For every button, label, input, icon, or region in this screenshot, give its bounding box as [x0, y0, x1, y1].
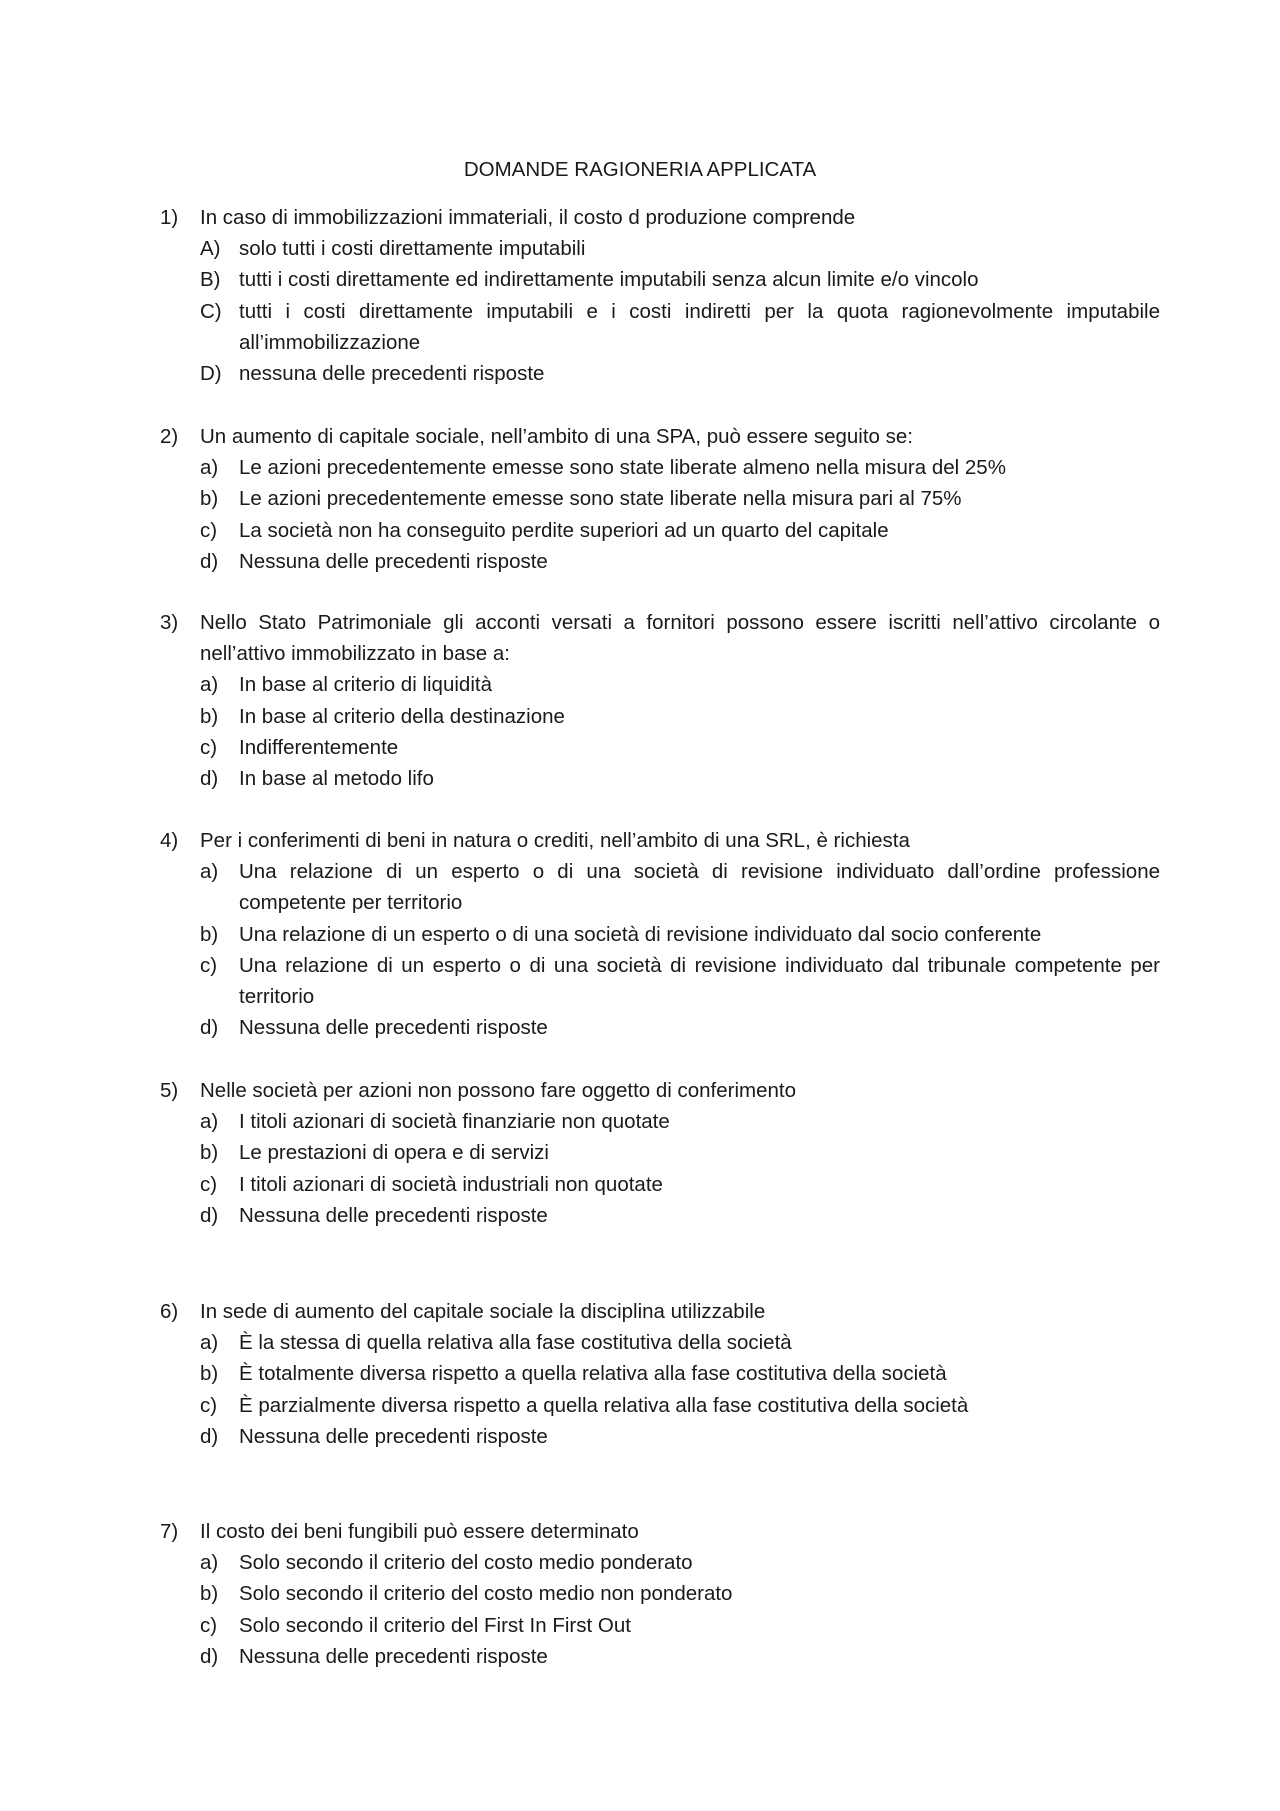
- option-letter: c): [200, 1172, 218, 1196]
- option-letter: a): [200, 1110, 219, 1134]
- question-2: [160, 421, 1160, 577]
- option-letter: B): [200, 268, 221, 292]
- option-letter: a): [200, 1551, 219, 1575]
- option-text: Solo secondo il criterio del First In First Out: [239, 1613, 631, 1637]
- question-number: 3): [160, 611, 179, 634]
- option-text: Indifferentemente: [239, 735, 399, 759]
- option-letter: b): [200, 1362, 219, 1386]
- question-text: In sede di aumento del capitale sociale la disciplina utilizzabile: [200, 1300, 766, 1323]
- option-text: Nessuna delle precedenti risposte: [239, 1644, 548, 1668]
- option-letter: d): [200, 1016, 219, 1040]
- option-text: In base al metodo lifo: [239, 767, 434, 791]
- question-4: [160, 825, 1160, 1043]
- option-letter: c): [200, 1613, 218, 1637]
- option-letter: b): [200, 922, 219, 946]
- page-title: DOMANDE RAGIONERIA APPLICATA: [463, 158, 817, 181]
- question-number: 4): [160, 829, 179, 852]
- option-text: Una relazione di un esperto o di una società di revisione individuato dal socio conferente: [239, 922, 1042, 946]
- option-text: È totalmente diversa rispetto a quella relativa alla fase costitutiva della società: [239, 1362, 947, 1386]
- option-letter: d): [200, 1644, 219, 1668]
- option-letter: a): [200, 673, 219, 697]
- option-text: È parzialmente diversa rispetto a quella relativa alla fase costitutiva della società: [239, 1393, 969, 1417]
- option-text: tutti i costi direttamente imputabili e i costi indiretti per la quota ragionevolmente imputabile all’immobilizzazione: [239, 299, 1160, 354]
- option-text: Solo secondo il criterio del costo medio ponderato: [239, 1551, 693, 1575]
- option-text: I titoli azionari di società industriali non quotate: [239, 1172, 663, 1196]
- option-letter: c): [200, 735, 218, 759]
- option-text: In base al criterio di liquidità: [239, 673, 492, 697]
- option-text: tutti i costi direttamente ed indirettamente imputabili senza alcun limite e/o vincolo: [239, 268, 979, 292]
- question-number: 6): [160, 1300, 179, 1323]
- option-letter: c): [200, 518, 218, 542]
- option-letter: b): [200, 487, 219, 511]
- option-letter: a): [200, 860, 219, 884]
- question-6: [160, 1296, 1160, 1452]
- option-text: La società non ha conseguito perdite superiori ad un quarto del capitale: [239, 518, 889, 542]
- question-text: Nelle società per azioni non possono fare oggetto di conferimento: [200, 1079, 797, 1102]
- question-text: Un aumento di capitale sociale, nell’ambito di una SPA, può essere seguito se:: [200, 425, 913, 448]
- option-text: Solo secondo il criterio del costo medio non ponderato: [239, 1582, 733, 1606]
- option-text: Una relazione di un esperto o di una società di revisione individuato dall’ordine professione competente per territorio: [239, 860, 1160, 915]
- option-text: Nessuna delle precedenti risposte: [239, 549, 548, 573]
- option-text: Una relazione di un esperto o di una società di revisione individuato dal tribunale competente per territorio: [239, 953, 1160, 1009]
- question-number: 1): [160, 206, 179, 229]
- question-text: Il costo dei beni fungibili può essere determinato: [200, 1520, 639, 1543]
- option-text: Nessuna delle precedenti risposte: [239, 1203, 548, 1227]
- option-text: Le prestazioni di opera e di servizi: [239, 1141, 549, 1165]
- option-letter: a): [200, 456, 219, 480]
- question-text: Nello Stato Patrimoniale gli acconti versati a fornitori possono essere iscritti nell’attivo circolante o nell’attivo immobilizzato in base a:: [200, 611, 1160, 666]
- option-text: I titoli azionari di società finanziarie non quotate: [239, 1110, 670, 1134]
- option-text: nessuna delle precedenti risposte: [239, 362, 545, 386]
- option-letter: c): [200, 953, 218, 977]
- question-7: [160, 1516, 1160, 1672]
- option-letter: b): [200, 1141, 219, 1165]
- option-letter: A): [200, 237, 221, 261]
- option-letter: a): [200, 1331, 219, 1355]
- question-number: 2): [160, 425, 179, 448]
- option-letter: D): [200, 362, 222, 386]
- option-letter: d): [200, 1203, 219, 1227]
- option-letter: C): [200, 299, 222, 323]
- option-letter: b): [200, 704, 219, 728]
- question-5: [160, 1075, 1160, 1231]
- option-letter: d): [200, 1424, 219, 1448]
- option-text: Le azioni precedentemente emesse sono state liberate almeno nella misura del 25%: [239, 456, 1006, 480]
- option-letter: b): [200, 1582, 219, 1606]
- option-text: Nessuna delle precedenti risposte: [239, 1424, 548, 1448]
- option-letter: d): [200, 549, 219, 573]
- option-letter: d): [200, 767, 219, 791]
- option-text: In base al criterio della destinazione: [239, 704, 565, 728]
- option-text: È la stessa di quella relativa alla fase costitutiva della società: [239, 1331, 792, 1355]
- question-number: 5): [160, 1079, 179, 1102]
- option-text: solo tutti i costi direttamente imputabili: [239, 237, 586, 261]
- question-text: Per i conferimenti di beni in natura o crediti, nell’ambito di una SRL, è richiesta: [200, 829, 910, 852]
- question-3: [160, 607, 1160, 794]
- option-letter: c): [200, 1393, 218, 1417]
- option-text: Le azioni precedentemente emesse sono state liberate nella misura pari al 75%: [239, 487, 962, 511]
- option-text: Nessuna delle precedenti risposte: [239, 1016, 548, 1040]
- question-1: [160, 202, 1160, 389]
- question-number: 7): [160, 1520, 179, 1543]
- question-text: In caso di immobilizzazioni immateriali, il costo d produzione comprende: [200, 206, 856, 229]
